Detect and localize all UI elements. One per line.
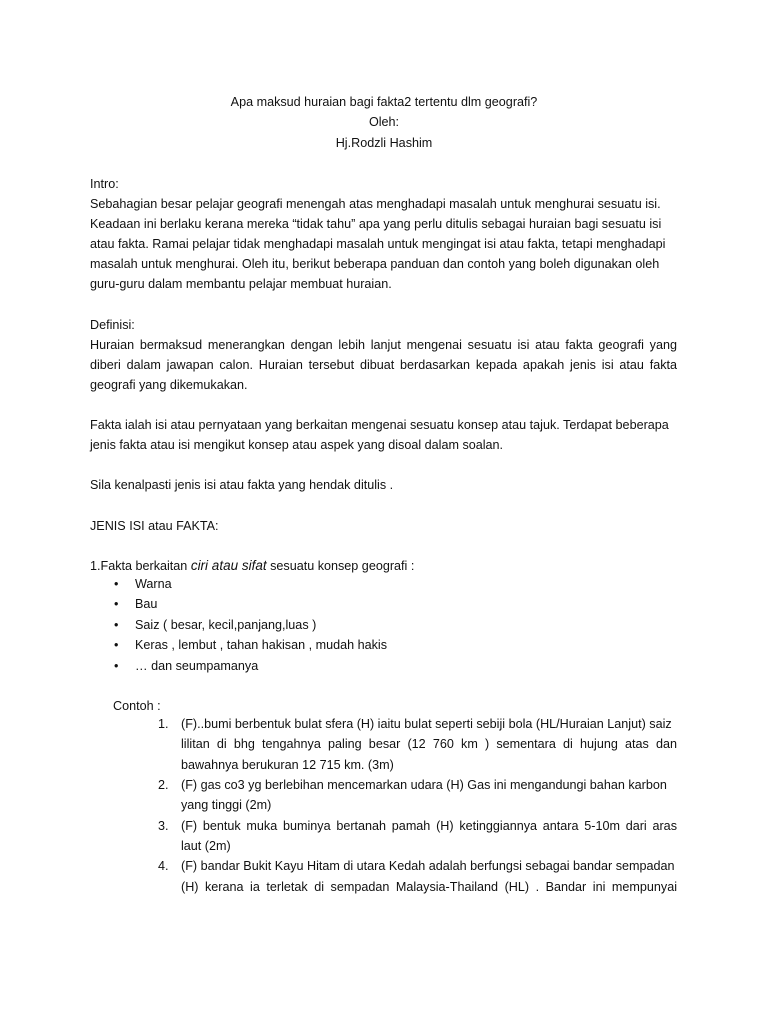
contoh-line: (F)..bumi berbentuk bulat sfera (H) iaitu bulat seperti sebiji bola (HL/Huraian Lanjut) saiz: [181, 717, 672, 731]
fakta-line: Fakta ialah isi atau pernyataan yang berkaitan mengenai sesuatu konsep atau tajuk. Terdapat beberapa: [90, 418, 669, 432]
doc-title: Apa maksud huraian bagi fakta2 tertentu dlm geografi?: [230, 95, 538, 109]
jenis-heading: JENIS ISI atau FAKTA:: [90, 519, 219, 533]
contoh-number: 4.: [158, 859, 169, 873]
intro-line: atau fakta. Ramai pelajar tidak menghadapi masalah untuk mengingat isi atau fakta, tetapi menghadapi: [90, 237, 666, 251]
intro-line: Keadaan ini berlaku kerana mereka “tidak tahu” apa yang perlu ditulis sebagai huraian bagi sesuatu isi: [90, 217, 662, 231]
contoh-heading: Contoh :: [113, 699, 161, 713]
contoh-number: 1.: [158, 717, 169, 731]
definisi-line: Huraian bermaksud menerangkan dengan lebih lanjut mengenai sesuatu isi atau fakta geografi yang: [90, 338, 677, 352]
section1-italic: ciri atau sifat: [190, 558, 267, 573]
intro-line: Sebahagian besar pelajar geografi menengah atas menghadapi masalah untuk menghurai sesuatu isi.: [90, 197, 661, 211]
section1-heading: [90, 556, 414, 576]
bullet-icon: •: [114, 638, 119, 652]
bullet-icon: •: [114, 597, 119, 611]
section1-suffix: sesuatu konsep geografi :: [266, 559, 415, 573]
contoh-line: yang tinggi (2m): [181, 798, 272, 812]
list-item: Saiz ( besar, kecil,panjang,luas ): [135, 618, 317, 632]
definisi-line: geografi yang dikemukakan.: [90, 378, 248, 392]
definisi-line: diberi dalam jawapan calon. Huraian tersebut dibuat berdasarkan kepada apakah jenis isi atau fakta: [90, 358, 677, 372]
sila-line: Sila kenalpasti jenis isi atau fakta yang hendak ditulis .: [90, 478, 394, 492]
contoh-line: (F) bandar Bukit Kayu Hitam di utara Kedah adalah berfungsi sebagai bandar sempadan: [181, 859, 675, 873]
section1-prefix: 1.Fakta berkaitan: [90, 559, 191, 573]
fakta-line: jenis fakta atau isi mengikut konsep atau aspek yang disoal dalam soalan.: [90, 438, 504, 452]
bullet-icon: •: [114, 618, 119, 632]
list-item: Bau: [135, 597, 158, 611]
contoh-line: (F) bentuk muka buminya bertanah pamah (H) ketinggiannya antara 5-10m dari aras: [181, 819, 677, 833]
list-item: … dan seumpamanya: [135, 659, 259, 673]
intro-line: masalah untuk menghurai. Oleh itu, berikut beberapa panduan dan contoh yang boleh digunakan oleh: [90, 257, 660, 271]
contoh-number: 3.: [158, 819, 169, 833]
contoh-line: lilitan di bhg tengahnya paling besar (12 760 km ) sementara di hujung atas dan: [181, 737, 677, 751]
definisi-heading: Definisi:: [90, 318, 135, 332]
contoh-line: (F) gas co3 yg berlebihan mencemarkan udara (H) Gas ini mengandungi bahan karbon: [181, 778, 667, 792]
bullet-icon: •: [114, 659, 119, 673]
contoh-line: laut (2m): [181, 839, 231, 853]
list-item: Keras , lembut , tahan hakisan , mudah hakis: [135, 638, 388, 652]
intro-heading: Intro:: [90, 177, 119, 191]
intro-line: guru-guru dalam membantu pelajar membuat huraian.: [90, 277, 392, 291]
doc-author: Hj.Rodzli Hashim: [335, 136, 433, 150]
doc-by-label: Oleh:: [368, 115, 400, 129]
contoh-line: (H) kerana ia terletak di sempadan Malaysia-Thailand (HL) . Bandar ini mempunyai: [181, 880, 677, 894]
bullet-icon: •: [114, 577, 119, 591]
contoh-line: bawahnya berukuran 12 715 km. (3m): [181, 758, 394, 772]
contoh-number: 2.: [158, 778, 169, 792]
list-item: Warna: [135, 577, 172, 591]
